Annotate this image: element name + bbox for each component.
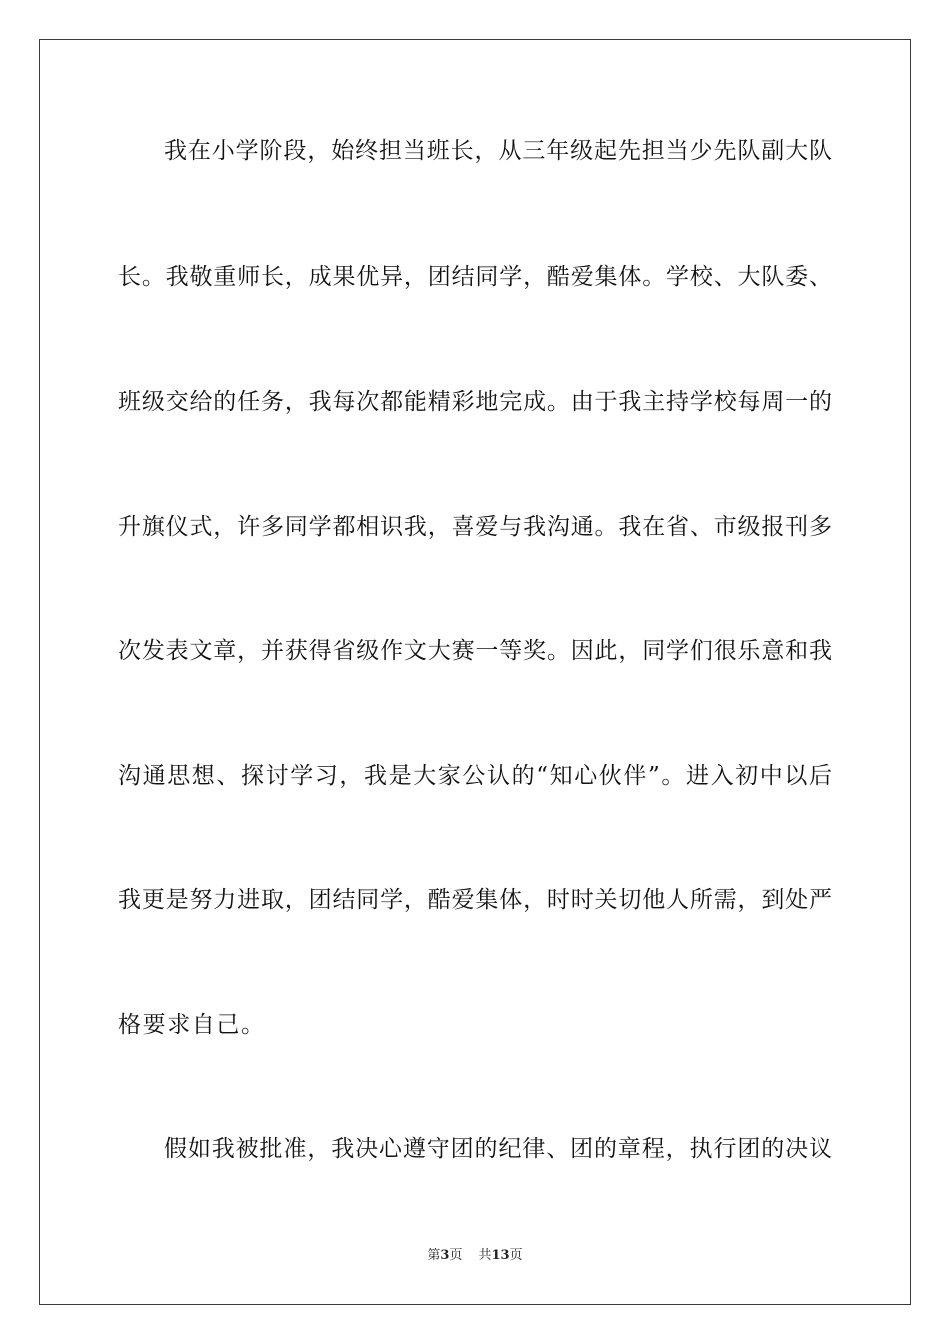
paragraph-line: 格要求自己。 <box>118 1012 266 1038</box>
total-prefix: 共 <box>478 1248 492 1263</box>
page-prefix: 第 <box>427 1248 441 1263</box>
page-suffix: 页 <box>449 1248 463 1263</box>
page-border <box>39 39 911 1305</box>
paragraph-line: 班级交给的任务，我每次都能精彩地完成。由于我主持学校每周一的 <box>118 389 832 415</box>
paragraph-line: 我在小学阶段，始终担当班长，从三年级起先担当少先队副大队 <box>164 138 832 164</box>
paragraph-line: 升旗仪式，许多同学都相识我，喜爱与我沟通。我在省、市级报刊多 <box>118 514 832 540</box>
total-suffix: 页 <box>509 1248 523 1263</box>
paragraph-line: 次发表文章，并获得省级作文大赛一等奖。因此，同学们很乐意和我 <box>118 638 832 664</box>
total-pages: 13 <box>491 1248 510 1263</box>
page-number: 3 <box>440 1248 450 1263</box>
paragraph-line: 假如我被批准，我决心遵守团的纪律、团的章程，执行团的决议 <box>164 1136 832 1162</box>
paragraph-line: 长。我敬重师长，成果优异，团结同学，酷爱集体。学校、大队委、 <box>118 264 832 290</box>
paragraph-line: 沟通思想、探讨学习，我是大家公认的“知心伙伴”。进入初中以后 <box>118 763 832 789</box>
page-footer <box>0 1248 950 1264</box>
paragraph-line: 我更是努力进取，团结同学，酷爱集体，时时关切他人所需，到处严 <box>118 887 832 913</box>
